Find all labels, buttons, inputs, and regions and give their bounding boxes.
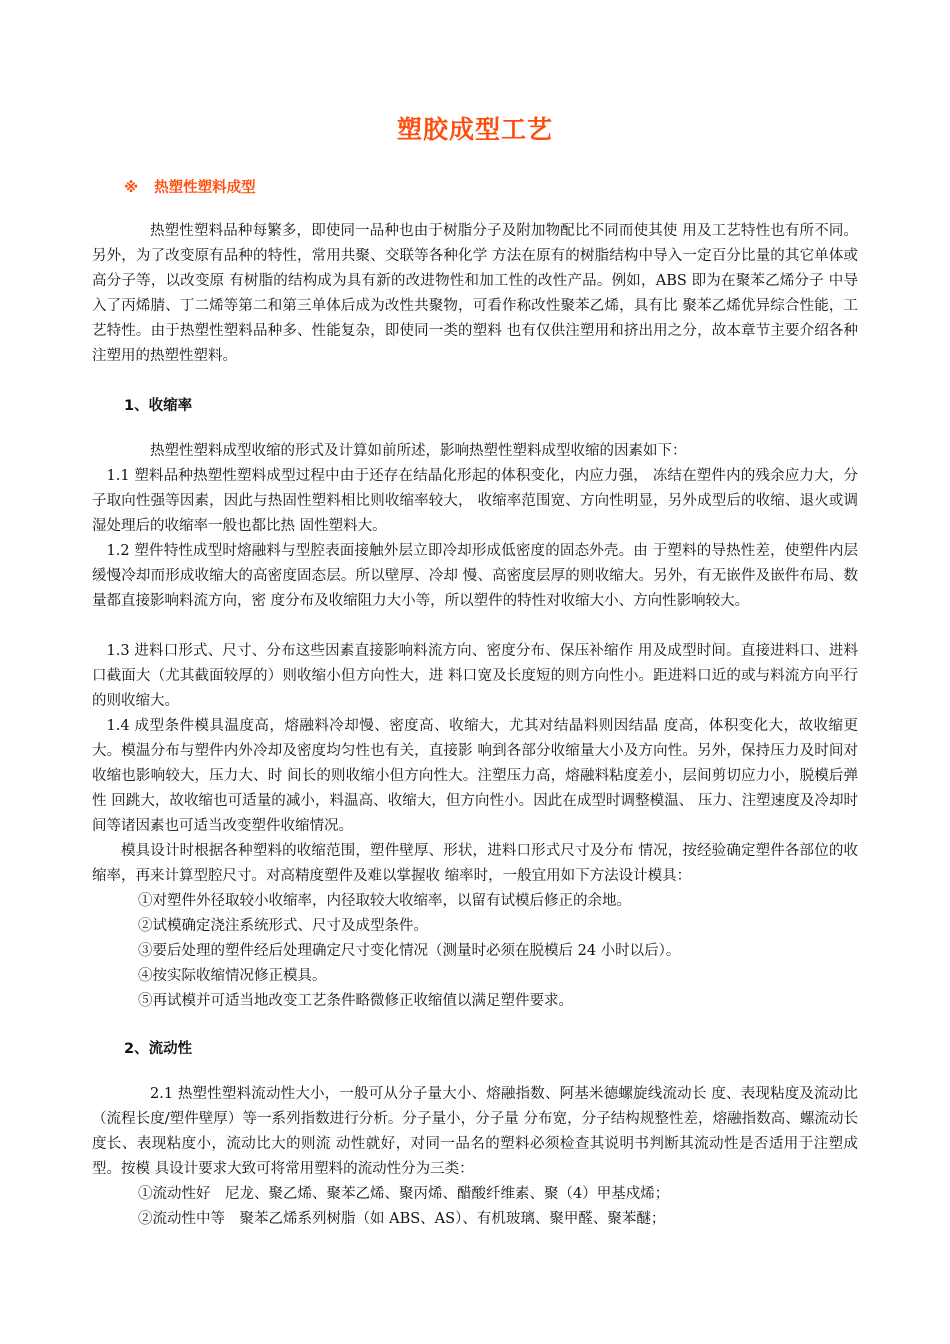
shrinkage-heading: 1、收缩率 <box>124 398 193 414</box>
reference-mark-icon: ※ <box>124 180 139 196</box>
list-item: ①对塑件外径取较小收缩率，内径取较大收缩率，以留有试模后修正的余地。 <box>138 893 631 909</box>
section-heading-label: 热塑性塑料成型 <box>154 180 256 196</box>
list-item: ①流动性好 尼龙、聚乙烯、聚苯乙烯、聚丙烯、醋酸纤维素、聚（4）甲基戍烯； <box>138 1186 670 1202</box>
paragraph-2-1: 2.1 热塑性塑料流动性大小，一般可从分子量大小、熔融指数、阿基米德螺旋线流动长 度、表现粘度及流动比（流程长度/塑件壁厚）等一系列指数进行分析。分子量小，分子量 分布宽，分子结构规整性差，熔融指数高、螺流动长度长、表现粘度小，流动比大的则流 动性就好，对同一品名的塑料必须检查其说明书判断其流动性是否适用于注塑成型。按模 具设计要求大致可将常用塑料的流动性分为三类： <box>92 1086 858 1177</box>
page-title: 塑胶成型工艺 <box>396 115 553 144</box>
paragraph-1-1: 1.1 塑料品种热塑性塑料成型过程中由于还存在结晶化形起的体积变化，内应力强， 冻结在塑件内的残余应力大，分子取向性强等因素，因此与热固性塑料相比则收缩率较大， 收缩率范围宽、方向性明显，另外成型后的收缩、退火或调湿处理后的收缩率一般也都比热 固性塑料大。 <box>92 468 858 534</box>
list-item: ⑤再试模并可适当地改变工艺条件略微修正收缩值以满足塑件要求。 <box>138 993 573 1009</box>
list-item: ③要后处理的塑件经后处理确定尺寸变化情况（测量时必须在脱模后 24 小时以后）。 <box>138 943 681 959</box>
flow-heading: 2、流动性 <box>124 1041 193 1057</box>
paragraph-1-3: 1.3 进料口形式、尺寸、分布这些因素直接影响料流方向、密度分布、保压补缩作 用及成型时间。直接进料口、进料口截面大（尤其截面较厚的）则收缩小但方向性大，进 料口宽及长度短的则方向性小。距进料口近的或与料流方向平行的则收缩大。 <box>92 643 858 709</box>
shrinkage-lead-paragraph: 热塑性塑料成型收缩的形式及计算如前所述，影响热塑性塑料成型收缩的因素如下： <box>150 443 687 459</box>
mold-design-paragraph: 模具设计时根据各种塑料的收缩范围，塑件壁厚、形状，进料口形式尺寸及分布 情况，按经验确定塑件各部位的收缩率，再来计算型腔尺寸。对高精度塑件及难以掌握收 缩率时，一般宜用如下方法设计模具： <box>92 843 858 884</box>
list-item: ②试模确定浇注系统形式、尺寸及成型条件。 <box>138 918 428 934</box>
section-heading <box>124 176 256 197</box>
paragraph-1-4: 1.4 成型条件模具温度高，熔融料冷却慢、密度高、收缩大，尤其对结晶料则因结晶 度高，体积变化大，故收缩更大。模温分布与塑件内外冷却及密度均匀性也有关，直接影 响到各部分收缩量大小及方向性。另外，保持压力及时间对收缩也影响较大，压力大、时 间长的则收缩小但方向性大。注塑压力高，熔融料粘度差小，层间剪切应力小，脱模后弹性 回跳大，故收缩也可适量的减小，料温高、收缩大，但方向性小。因此在成型时调整模温、 压力、注塑速度及冷却时间等诸因素也可适当改变塑件收缩情况。 <box>92 718 858 834</box>
paragraph-1-2: 1.2 塑件特性成型时熔融料与型腔表面接触外层立即冷却形成低密度的固态外壳。由 于塑料的导热性差，使塑件内层缓慢冷却而形成收缩大的高密度固态层。所以壁厚、冷却 慢、高密度层厚的则收缩大。另外，有无嵌件及嵌件布局、数量都直接影响料流方向，密 度分布及收缩阻力大小等，所以塑件的特性对收缩大小、方向性影响较大。 <box>92 543 858 609</box>
list-item: ④按实际收缩情况修正模具。 <box>138 968 327 984</box>
list-item: ②流动性中等 聚苯乙烯系列树脂（如 ABS、AS）、有机玻璃、聚甲醛、聚苯醚； <box>138 1211 666 1227</box>
intro-paragraph: 热塑性塑料品种每繁多，即使同一品种也由于树脂分子及附加物配比不同而使其使 用及工艺特性也有所不同。另外，为了改变原有品种的特性，常用共聚、交联等各种化学 方法在原有的树脂结构中导入一定百分比量的其它单体或高分子等，以改变原 有树脂的结构成为具有新的改进物性和加工性的改性产品。例如，ABS 即为在聚苯乙烯分子 中导入了丙烯腈、丁二烯等第二和第三单体后成为改性共聚物，可看作称改性聚苯乙烯，具有比 聚苯乙烯优异综合性能，工艺特性。由于热塑性塑料品种多、性能复杂，即使同一类的塑料 也有仅供注塑用和挤出用之分，故本章节主要介绍各种注塑用的热塑性塑料。 <box>92 223 858 364</box>
